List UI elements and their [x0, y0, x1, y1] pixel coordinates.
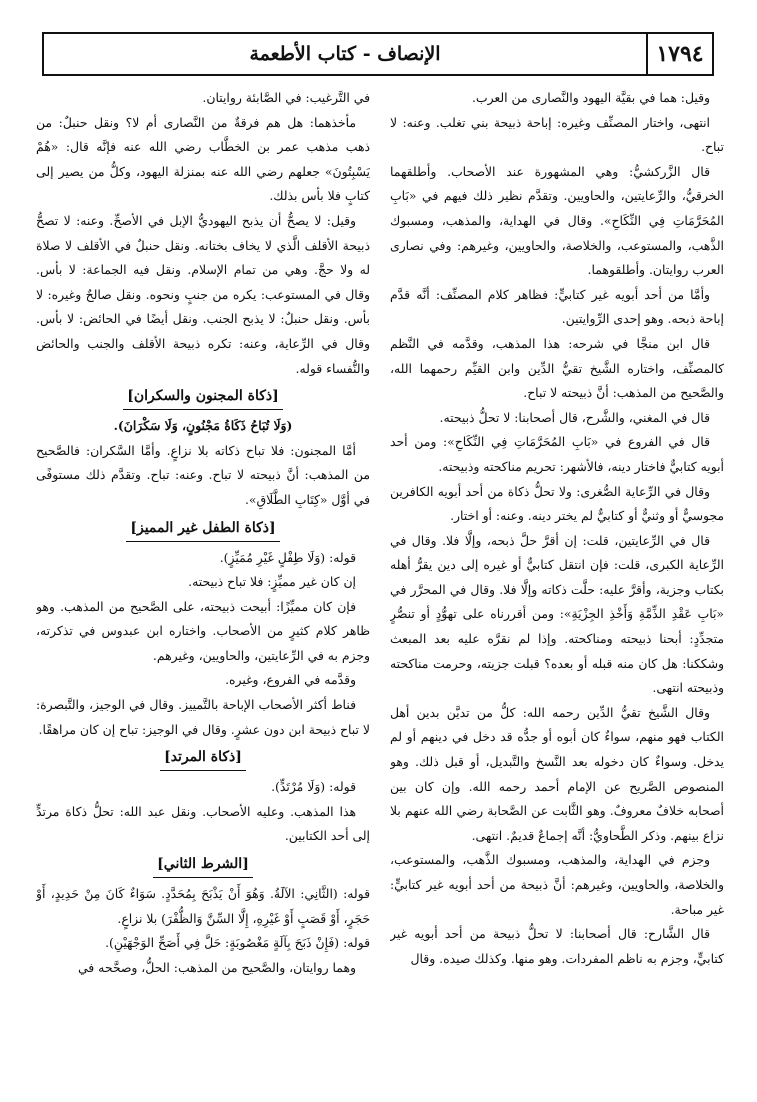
section-heading-text: [ذكاة المرتد]	[160, 745, 246, 771]
paragraph: قال الزَّركشيُّ: وهي المشهورة عند الأصحاب. وأطلقهما الخرقيُّ، والرِّعايتين، والحاويين. وتقدَّم نظير ذلك فيهم في «بَابِ المُحَرَّمَاتِ فِي النِّكَاحِ». وقال في الهداية، والمذهب، ومسبوك الذَّهب، والمستوعب، والخلاصة، والحاويين، وغيرهم: وفي نصارى العرب روايتان. وأطلقوهما.	[390, 163, 724, 278]
section-heading	[36, 744, 370, 771]
page-number: ١٧٩٤	[646, 34, 712, 74]
paragraph: قال في الفروع في «بَابِ المُحَرَّمَاتِ فِي النِّكَاحِ»: ومن أحد أبويه كتابيٌّ فاختار دينه، فالأشهر: تحريم مناكحته وذبيحته.	[390, 434, 724, 474]
text-columns	[36, 86, 724, 1086]
paragraph: وقدَّمه في الفروع، وغيره.	[225, 672, 356, 688]
paragraph: وقال الشَّيخ تقيُّ الدِّين رحمه الله: كلُّ من تديَّن بدين أهل الكتاب فهو منهم، سواءٌ كان أبوه أو جدُّه قد دخل في دينهم أو لم يدخل. وسواءٌ كان دخوله بعد النَّسخ والتَّبديل، أو قبل ذلك. وهو المنصوص الصَّريح عن الإمام أحمد رحمه الله. وإن كان بين أصحابه خلافٌ معروفٌ. وهو الثَّابت عن الصَّحابة رضي الله عنهم بلا نزاع بينهم. وذكر الطَّحاويُّ: أنَّه إجماعٌ قديمٌ. انتهى.	[390, 704, 724, 843]
paragraph: وقيل: لا يصحُّ أن يذبح اليهوديُّ الإبل في الأصحِّ. وعنه: لا تصحُّ ذبيحة الأقلف الَّذي لا يخاف بختانه. ونقل حنبلٌ في الأقلف لا صلاة له ولا حجَّ. وهي من تمام الإسلام. ونقل فيه الجماعة: لا بأس. وقال في المستوعب: يكره من جنبٍ ونحوه. ونقل صالحٌ وغيره: لا بأس. ونقل حنبلٌ: لا يذبح الجنب. ونقل أيضًا في الحائض: لا بأس. وقال في الرِّعاية، وعنه: تكره ذبيحة الأقلف والجنب والحائض والنُّفساء قوله.	[36, 212, 370, 376]
paragraph: وقيل: هما في بقيَّة اليهود والنَّصارى من العرب.	[471, 90, 710, 105]
paragraph: في التَّرغيب: في الصَّابئة روايتان.	[202, 90, 370, 105]
paragraph: قوله: (وَلَا مُرْتَدٍّ).	[271, 779, 356, 795]
right-column	[390, 86, 724, 1086]
left-column	[36, 86, 370, 1086]
paragraph: قال في المغني، والشَّرح، قال أصحابنا: لا تحلُّ ذبيحته.	[439, 409, 710, 425]
paragraph: وهما روايتان، والصَّحيح من المذهب: الحلُّ، وصحَّحه في	[77, 959, 356, 975]
paragraph: انتهى، واختار المصنِّف وغيره: إباحة ذبيحة بني تغلب. وعنه: لا تباح.	[390, 114, 724, 155]
section-heading	[36, 383, 370, 410]
paragraph: قوله: (وَلَا طِفْلٍ غَيْرِ مُمَيِّزٍ).	[219, 549, 356, 565]
paragraph: فناط أكثر الأصحاب الإباحة بالتَّمييز. وقال في الوجيز، والتَّبصرة: لا تباح ذبيحة ابن دون عشرٍ. وقال في الوجيز: تباح إن كان مراهقًا.	[36, 697, 370, 737]
page-header	[42, 32, 714, 76]
paragraph: وأمَّا من أحد أبويه غير كتابيٍّ: فظاهر كلام المصنِّف: أنَّه قدَّم إباحة ذبحه. وهو إحدى الرِّوايتين.	[390, 286, 724, 327]
paragraph: قال في الرِّعايتين، قلت: إن أقرَّ حلَّ ذبحه، وإلَّا فلا. وقال في الرِّعاية الكبرى، قلت: فإن انتقل كتابيٌّ أو غيره إلى دين يقرُّ أهله بكتاب وجزية، وأقرَّ عليه: حلَّت ذكاته وإلَّا فلا. وقال في المحرَّر في «بَابِ عَقْدِ الذِّمَّةِ وَأَخْذِ الجِزْيَةِ»: ومن أقررناه على تهوُّدٍ أو تنصُّرٍ متجدِّدٍ: أبحنا ذبيحته ومناكحته. وإذا لم نقرَّه عليه بعد المبعث وشككنا: هل كان منه قبله أو بعده؟ قبلت جزيته، وحرمت مناكحته وذبيحته انتهى.	[390, 532, 724, 696]
paragraph: وجزم في الهداية، والمذهب، ومسبوك الذَّهب، والمستوعب، والخلاصة، والحاويين، وغيرهم: أنَّ ذبيحة من أحد أبويه غير كتابيٍّ: غير مباحة.	[390, 852, 724, 917]
paragraph: قال الشَّارح: قال أصحابنا: لا تحلُّ ذبيحة من أحد أبويه غير كتابيٍّ، وجزم به ناظم المفردات. وهو منها. وكذلك صيده. وقال	[390, 926, 724, 966]
paragraph: وقال في الرِّعاية الصُّغرى: ولا تحلُّ ذكاة من أحد أبويه الكافرين مجوسيٌّ أو وثنيٌّ أو كتابيٌّ لم يختر دينه. وعنه: أو اختار.	[390, 483, 724, 524]
paragraph: مأخذهما: هل هم فرقةٌ من النَّصارى أم لا؟ ونقل حنبلٌ: من ذهب مذهب عمر بن الخطَّاب رضي الله عنه فإنَّه قال: «هُمْ يَسْبِتُونَ» جعلهم رضي الله عنه بمنزلة اليهود، وكلُّ من يصير إلى كتابٍ فلا بأس بذلك.	[36, 114, 370, 204]
paragraph: إن كان غير مميِّزٍ: فلا تباح ذبيحته.	[188, 574, 356, 590]
paragraph: قال ابن منجَّا في شرحه: هذا المذهب، وقدَّمه في النَّظم كالمصنِّف، واختاره الشَّيخ تقيُّ الدِّين وابن القيِّم رحمهما الله، والصَّحيح من المذهب: أنَّ ذبيحته لا تباح.	[390, 335, 724, 401]
paragraph: قوله: (الثَّانِي: الآلَةُ. وَهُوَ أَنْ يَذْبَحَ بِمُحَدَّدٍ. سَوَاءٌ كَانَ مِنْ حَدِيدٍ، أَوْ حَجَرٍ، أَوْ قَصَبٍ أَوْ غَيْرِهِ، إِلَّا السِّنَّ وَالظُّفْرَ) بلا نزاعٍ.	[36, 886, 370, 926]
section-heading	[36, 851, 370, 878]
matn-quote: (وَلَا تُبَاحُ ذَكَاةُ مَجْنُونٍ، وَلَا سَكْرَانَ).	[113, 418, 293, 434]
paragraph: فإن كان مميِّزًا: أبيحت ذبيحته، على الصَّحيح من المذهب. وهو ظاهر كلام كثيرٍ من الأصحاب. واختاره ابن عبدوس في تذكرته، وجزم به في الرِّعايتين، والحاويين، وغيرهم.	[36, 598, 370, 663]
paragraph: قوله: (فَإِنْ ذَبَحَ بِآلَةٍ مَغْصُوبَةٍ: حَلَّ فِي أَصَحِّ الوَجْهَيْنِ).	[105, 935, 370, 951]
section-heading-text: [ذكاة المجنون والسكران]	[123, 384, 283, 410]
paragraph: هذا المذهب. وعليه الأصحاب. ونقل عبد الله: تحلُّ ذكاة مرتدٍّ إلى أحد الكتابين.	[36, 803, 370, 844]
running-title: الإنصاف - كتاب الأطعمة	[249, 43, 441, 65]
section-heading-text: [الشرط الثاني]	[153, 852, 253, 878]
section-heading-text: [ذكاة الطفل غير المميز]	[126, 516, 279, 542]
paragraph: أمَّا المجنون: فلا تباح ذكاته بلا نزاعٍ. وأمَّا السَّكران: فالصَّحيح من المذهب: أنَّ ذبيحته لا تباح. وعنه: تباح. وتقدَّم ذلك مستوفًى في أوَّل «كِتَابِ الطَّلَاقِ».	[36, 442, 370, 507]
section-heading	[36, 515, 370, 542]
